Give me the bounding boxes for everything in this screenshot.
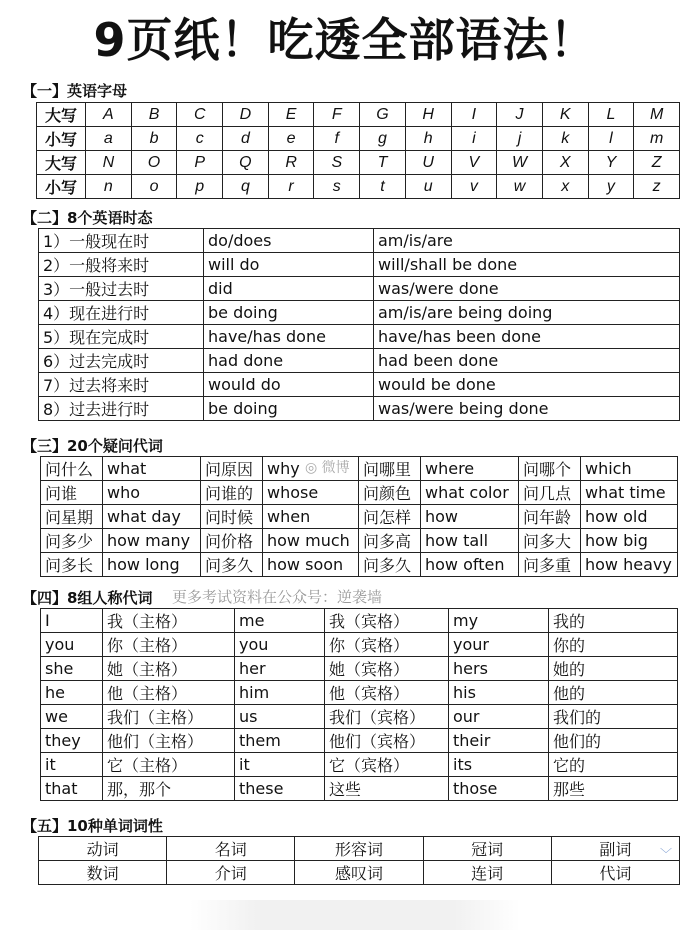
- chinese-meaning: 问多长: [41, 553, 103, 577]
- letter-cell: B: [131, 103, 177, 127]
- tense-name: 4）现在进行时: [39, 301, 204, 325]
- chinese-meaning: 它（宾格）: [325, 753, 449, 777]
- english-pronoun: her: [235, 657, 325, 681]
- letter-cell: G: [360, 103, 406, 127]
- letter-cell: s: [314, 175, 360, 199]
- letter-cell: n: [86, 175, 132, 199]
- chinese-meaning: 他的: [549, 681, 678, 705]
- chevron-down-icon[interactable]: ﹀: [660, 847, 673, 861]
- section-heading-pronouns: 【四】8组人称代词: [22, 589, 153, 607]
- pos-cell: 介词: [167, 861, 295, 885]
- page-title: 9页纸！吃透全部语法！: [93, 13, 597, 67]
- tense-row: [39, 277, 680, 301]
- chinese-meaning: 他们（宾格）: [325, 729, 449, 753]
- english-pronoun: our: [449, 705, 549, 729]
- pos-cell: 形容词: [295, 837, 423, 861]
- active-form: had done: [204, 349, 374, 373]
- active-form: have/has done: [204, 325, 374, 349]
- letter-cell: Y: [588, 151, 634, 175]
- tense-row: [39, 301, 680, 325]
- chinese-meaning: 他们的: [549, 729, 678, 753]
- tense-name: 7）过去将来时: [39, 373, 204, 397]
- chinese-meaning: 问多久: [201, 553, 263, 577]
- chinese-meaning: 问多大: [519, 529, 581, 553]
- chinese-meaning: 问年龄: [519, 505, 581, 529]
- section-heading-tenses: 【二】8个英语时态: [22, 209, 153, 227]
- tense-name: 5）现在完成时: [39, 325, 204, 349]
- letter-cell: L: [588, 103, 634, 127]
- letter-cell: g: [360, 127, 406, 151]
- letter-cell: r: [268, 175, 314, 199]
- letter-cell: O: [131, 151, 177, 175]
- chinese-meaning: 问时候: [201, 505, 263, 529]
- chinese-meaning: 它的: [549, 753, 678, 777]
- english-word: how long: [103, 553, 201, 577]
- letter-cell: H: [405, 103, 451, 127]
- pronoun-row: [41, 681, 678, 705]
- english-pronoun: his: [449, 681, 549, 705]
- english-pronoun: you: [41, 633, 103, 657]
- chinese-meaning: 问原因: [201, 457, 263, 481]
- letter-cell: X: [542, 151, 588, 175]
- letter-cell: S: [314, 151, 360, 175]
- chinese-meaning: 你的: [549, 633, 678, 657]
- letter-cell: j: [497, 127, 543, 151]
- english-pronoun: she: [41, 657, 103, 681]
- pronoun-row: [41, 753, 678, 777]
- alphabet-row: [37, 151, 680, 175]
- tense-name: 8）过去进行时: [39, 397, 204, 421]
- letter-cell: e: [268, 127, 314, 151]
- letter-cell: p: [177, 175, 223, 199]
- chinese-meaning: 我（宾格）: [325, 609, 449, 633]
- english-pronoun: I: [41, 609, 103, 633]
- letter-cell: i: [451, 127, 497, 151]
- chinese-meaning: 问几点: [519, 481, 581, 505]
- chinese-meaning: 问什么: [41, 457, 103, 481]
- interrogative-row: [41, 457, 678, 481]
- passive-form: would be done: [374, 373, 680, 397]
- chinese-meaning: 他们（主格）: [103, 729, 235, 753]
- passive-form: will/shall be done: [374, 253, 680, 277]
- english-word: which: [581, 457, 678, 481]
- chinese-meaning: 那些: [549, 777, 678, 801]
- english-pronoun: me: [235, 609, 325, 633]
- english-word: how big: [581, 529, 678, 553]
- chinese-meaning: 问哪个: [519, 457, 581, 481]
- letter-cell: M: [634, 103, 680, 127]
- pronouns-table: [40, 608, 678, 801]
- letter-cell: d: [223, 127, 269, 151]
- pos-cell: 名词: [167, 837, 295, 861]
- pronoun-row: [41, 657, 678, 681]
- active-form: do/does: [204, 229, 374, 253]
- chinese-meaning: 他（宾格）: [325, 681, 449, 705]
- case-label: 小写: [37, 127, 86, 151]
- letter-cell: m: [634, 127, 680, 151]
- section-heading-parts-of-speech: 【五】10种单词词性: [22, 817, 163, 835]
- pronoun-row: [41, 705, 678, 729]
- letter-cell: A: [86, 103, 132, 127]
- section-heading-alphabet: 【一】英语字母: [22, 82, 128, 100]
- letter-cell: x: [542, 175, 588, 199]
- alphabet-row: [37, 127, 680, 151]
- pos-row: [39, 837, 680, 861]
- letter-cell: h: [405, 127, 451, 151]
- tense-row: [39, 397, 680, 421]
- pos-cell: 代词: [551, 861, 679, 885]
- chinese-meaning: 问谁的: [201, 481, 263, 505]
- pos-cell: 连词: [423, 861, 551, 885]
- pronoun-row: [41, 729, 678, 753]
- letter-cell: f: [314, 127, 360, 151]
- letter-cell: N: [86, 151, 132, 175]
- letter-cell: F: [314, 103, 360, 127]
- letter-cell: a: [86, 127, 132, 151]
- english-pronoun: it: [41, 753, 103, 777]
- english-pronoun: those: [449, 777, 549, 801]
- case-label: 大写: [37, 151, 86, 175]
- english-pronoun: its: [449, 753, 549, 777]
- pronoun-row: [41, 777, 678, 801]
- section-heading-interrogatives: 【三】20个疑问代词: [22, 437, 163, 455]
- english-word: what time: [581, 481, 678, 505]
- english-word: how many: [103, 529, 201, 553]
- english-pronoun: my: [449, 609, 549, 633]
- letter-cell: C: [177, 103, 223, 127]
- chinese-meaning: 问多久: [359, 553, 421, 577]
- english-word: how soon: [263, 553, 359, 577]
- letter-cell: c: [177, 127, 223, 151]
- chinese-meaning: 问谁: [41, 481, 103, 505]
- english-pronoun: you: [235, 633, 325, 657]
- letter-cell: y: [588, 175, 634, 199]
- tense-row: [39, 325, 680, 349]
- tense-row: [39, 253, 680, 277]
- tense-row: [39, 229, 680, 253]
- letter-cell: W: [497, 151, 543, 175]
- english-word: whose: [263, 481, 359, 505]
- case-label: 大写: [37, 103, 86, 127]
- chinese-meaning: 她（宾格）: [325, 657, 449, 681]
- chinese-meaning: 问怎样: [359, 505, 421, 529]
- english-pronoun: their: [449, 729, 549, 753]
- active-form: be doing: [204, 301, 374, 325]
- pos-cell: 冠词: [423, 837, 551, 861]
- english-word: how heavy: [581, 553, 678, 577]
- pos-cell: 动词: [39, 837, 167, 861]
- chinese-meaning: 我们（宾格）: [325, 705, 449, 729]
- chinese-meaning: 问星期: [41, 505, 103, 529]
- english-word: how old: [581, 505, 678, 529]
- letter-cell: P: [177, 151, 223, 175]
- letter-cell: K: [542, 103, 588, 127]
- english-pronoun: they: [41, 729, 103, 753]
- letter-cell: u: [405, 175, 451, 199]
- chinese-meaning: 我们（主格）: [103, 705, 235, 729]
- letter-cell: t: [360, 175, 406, 199]
- tense-row: [39, 373, 680, 397]
- case-label: 小写: [37, 175, 86, 199]
- letter-cell: T: [360, 151, 406, 175]
- english-pronoun: us: [235, 705, 325, 729]
- passive-form: was/were done: [374, 277, 680, 301]
- pronoun-row: [41, 609, 678, 633]
- letter-cell: E: [268, 103, 314, 127]
- alphabet-table: [36, 102, 680, 199]
- english-pronoun: he: [41, 681, 103, 705]
- english-word: where: [421, 457, 519, 481]
- interrogative-row: [41, 529, 678, 553]
- english-pronoun: him: [235, 681, 325, 705]
- english-word: how tall: [421, 529, 519, 553]
- letter-cell: b: [131, 127, 177, 151]
- pos-cell: 副词: [551, 837, 679, 861]
- tense-name: 2）一般将来时: [39, 253, 204, 277]
- tense-name: 6）过去完成时: [39, 349, 204, 373]
- active-form: did: [204, 277, 374, 301]
- passive-form: had been done: [374, 349, 680, 373]
- english-pronoun: your: [449, 633, 549, 657]
- chinese-meaning: 问多高: [359, 529, 421, 553]
- letter-cell: z: [634, 175, 680, 199]
- letter-cell: w: [497, 175, 543, 199]
- letter-cell: I: [451, 103, 497, 127]
- english-word: how often: [421, 553, 519, 577]
- chinese-meaning: 问价格: [201, 529, 263, 553]
- english-word: when: [263, 505, 359, 529]
- chinese-meaning: 她的: [549, 657, 678, 681]
- chinese-meaning: 它（主格）: [103, 753, 235, 777]
- interrogative-row: [41, 553, 678, 577]
- english-word: why: [263, 457, 359, 481]
- parts-of-speech-table: [38, 836, 680, 885]
- alphabet-row: [37, 103, 680, 127]
- interrogative-row: [41, 481, 678, 505]
- chinese-meaning: 你（宾格）: [325, 633, 449, 657]
- letter-cell: Z: [634, 151, 680, 175]
- letter-cell: q: [223, 175, 269, 199]
- pos-row: [39, 861, 680, 885]
- tense-row: [39, 349, 680, 373]
- english-pronoun: hers: [449, 657, 549, 681]
- chinese-meaning: 问多重: [519, 553, 581, 577]
- english-pronoun: these: [235, 777, 325, 801]
- chinese-meaning: 他（主格）: [103, 681, 235, 705]
- active-form: will do: [204, 253, 374, 277]
- chinese-meaning: 她（主格）: [103, 657, 235, 681]
- letter-cell: l: [588, 127, 634, 151]
- english-word: what day: [103, 505, 201, 529]
- passive-form: was/were being done: [374, 397, 680, 421]
- tense-name: 3）一般过去时: [39, 277, 204, 301]
- english-pronoun: that: [41, 777, 103, 801]
- letter-cell: R: [268, 151, 314, 175]
- english-pronoun: it: [235, 753, 325, 777]
- letter-cell: U: [405, 151, 451, 175]
- english-word: what color: [421, 481, 519, 505]
- chinese-meaning: 我的: [549, 609, 678, 633]
- weibo-logo: ◎ 微博: [305, 460, 350, 476]
- tenses-table: [38, 228, 680, 421]
- pronoun-row: [41, 633, 678, 657]
- passive-form: am/is/are being doing: [374, 301, 680, 325]
- blurred-overlay: [190, 900, 520, 930]
- chinese-meaning: 这些: [325, 777, 449, 801]
- letter-cell: D: [223, 103, 269, 127]
- english-word: what: [103, 457, 201, 481]
- passive-form: have/has been done: [374, 325, 680, 349]
- letter-cell: V: [451, 151, 497, 175]
- letter-cell: J: [497, 103, 543, 127]
- letter-cell: Q: [223, 151, 269, 175]
- chinese-meaning: 我们的: [549, 705, 678, 729]
- chinese-meaning: 问颜色: [359, 481, 421, 505]
- english-word: how: [421, 505, 519, 529]
- letter-cell: o: [131, 175, 177, 199]
- chinese-meaning: 你（主格）: [103, 633, 235, 657]
- interrogative-row: [41, 505, 678, 529]
- interrogatives-table: [40, 456, 678, 577]
- watermark-text: 更多考试资料在公众号：逆袭墙: [172, 588, 383, 606]
- chinese-meaning: 我（主格）: [103, 609, 235, 633]
- english-word: how much: [263, 529, 359, 553]
- letter-cell: k: [542, 127, 588, 151]
- letter-cell: v: [451, 175, 497, 199]
- tense-name: 1）一般现在时: [39, 229, 204, 253]
- active-form: would do: [204, 373, 374, 397]
- english-pronoun: them: [235, 729, 325, 753]
- english-word: who: [103, 481, 201, 505]
- english-pronoun: we: [41, 705, 103, 729]
- chinese-meaning: 那，那个: [103, 777, 235, 801]
- active-form: be doing: [204, 397, 374, 421]
- chinese-meaning: 问哪里: [359, 457, 421, 481]
- chinese-meaning: 问多少: [41, 529, 103, 553]
- pos-cell: 感叹词: [295, 861, 423, 885]
- passive-form: am/is/are: [374, 229, 680, 253]
- alphabet-row: [37, 175, 680, 199]
- pos-cell: 数词: [39, 861, 167, 885]
